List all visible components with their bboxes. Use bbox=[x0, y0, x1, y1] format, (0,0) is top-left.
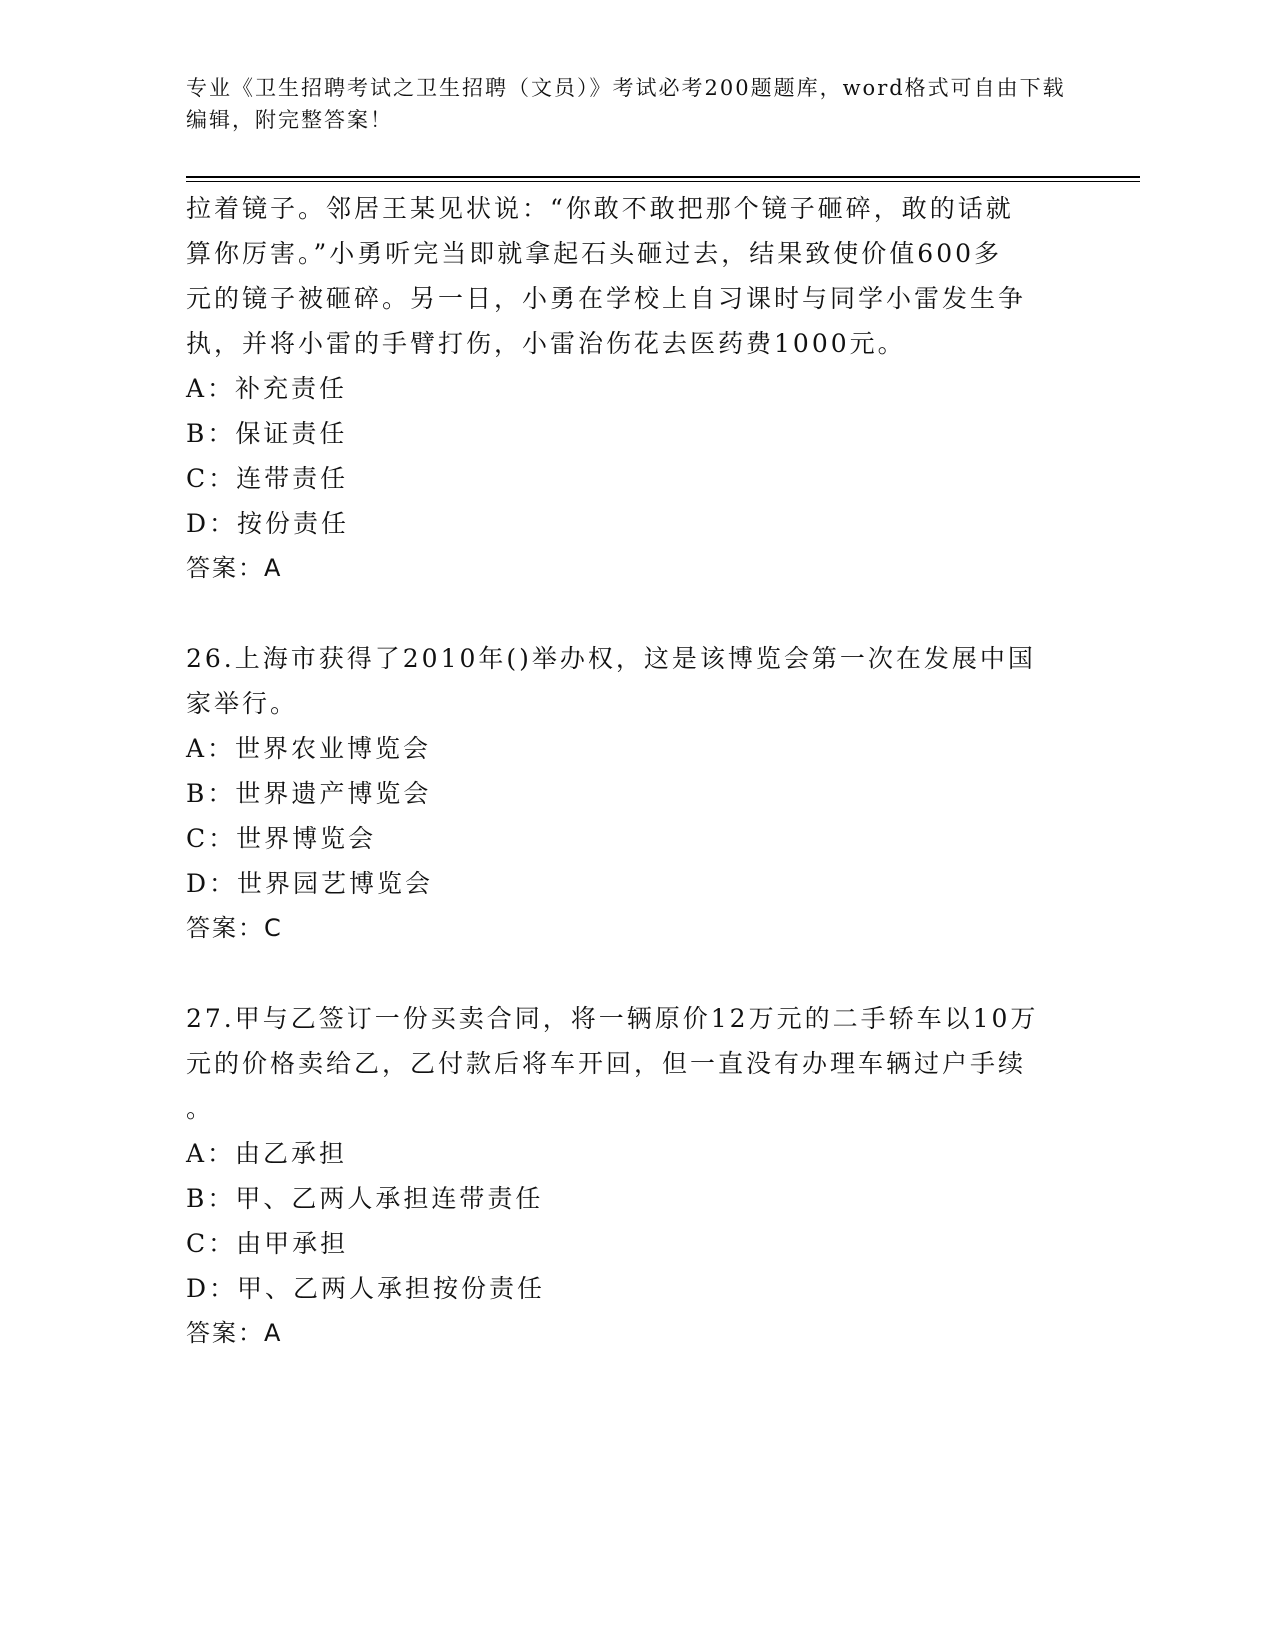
question-26-stem-line: 家举行。 bbox=[186, 689, 299, 718]
question-25-option-c: C：连带责任 bbox=[186, 464, 349, 493]
question-25-answer: 答案：A bbox=[186, 554, 283, 582]
question-27-stem-line: 27.甲与乙签订一份买卖合同，将一辆原价12万元的二手轿车以10万 bbox=[186, 1004, 1039, 1033]
question-content bbox=[186, 186, 1066, 1356]
question-25-stem-line: 执，并将小雷的手臂打伤，小雷治伤花去医药费1000元。 bbox=[186, 329, 906, 358]
question-26-option-b: B：世界遗产博览会 bbox=[186, 779, 432, 808]
question-26-option-a: A：世界农业博览会 bbox=[186, 734, 432, 763]
question-25-stem-line: 算你厉害。”小勇听完当即就拿起石头砸过去，结果致使价值600多 bbox=[186, 239, 1003, 268]
question-25-option-a: A：补充责任 bbox=[186, 374, 348, 403]
question-25-option-b: B：保证责任 bbox=[186, 419, 348, 448]
question-26-option-c: C：世界博览会 bbox=[186, 824, 377, 853]
question-25 bbox=[186, 186, 1066, 591]
question-26-answer: 答案：C bbox=[186, 914, 283, 942]
question-27-answer: 答案：A bbox=[186, 1319, 283, 1347]
question-26 bbox=[186, 636, 1066, 951]
question-25-stem-line: 元的镜子被砸碎。另一日，小勇在学校上自习课时与同学小雷发生争 bbox=[186, 284, 1027, 313]
spacer bbox=[186, 591, 1066, 636]
question-27 bbox=[186, 996, 1066, 1356]
question-27-stem-line: 元的价格卖给乙，乙付款后将车开回，但一直没有办理车辆过户手续 bbox=[186, 1049, 1027, 1078]
header-divider-thick bbox=[186, 176, 1140, 178]
spacer bbox=[186, 951, 1066, 996]
document-header: 专业《卫生招聘考试之卫生招聘（文员）》考试必考200题题库，word格式可自由下载编辑，附完整答案！ bbox=[186, 76, 1066, 132]
question-27-option-b: B：甲、乙两人承担连带责任 bbox=[186, 1184, 544, 1213]
question-27-option-a: A：由乙承担 bbox=[186, 1139, 348, 1168]
question-25-option-d: D：按份责任 bbox=[186, 509, 350, 538]
question-26-option-d: D：世界园艺博览会 bbox=[186, 869, 434, 898]
header-divider-thin bbox=[186, 181, 1140, 182]
question-26-stem-line: 26.上海市获得了2010年()举办权，这是该博览会第一次在发展中国 bbox=[186, 644, 1036, 673]
question-27-option-c: C：由甲承担 bbox=[186, 1229, 349, 1258]
question-27-option-d: D：甲、乙两人承担按份责任 bbox=[186, 1274, 546, 1303]
question-25-stem-line: 拉着镜子。邻居王某见状说：“你敢不敢把那个镜子砸碎，敢的话就 bbox=[186, 194, 1014, 223]
question-27-stem-line: 。 bbox=[186, 1094, 215, 1123]
